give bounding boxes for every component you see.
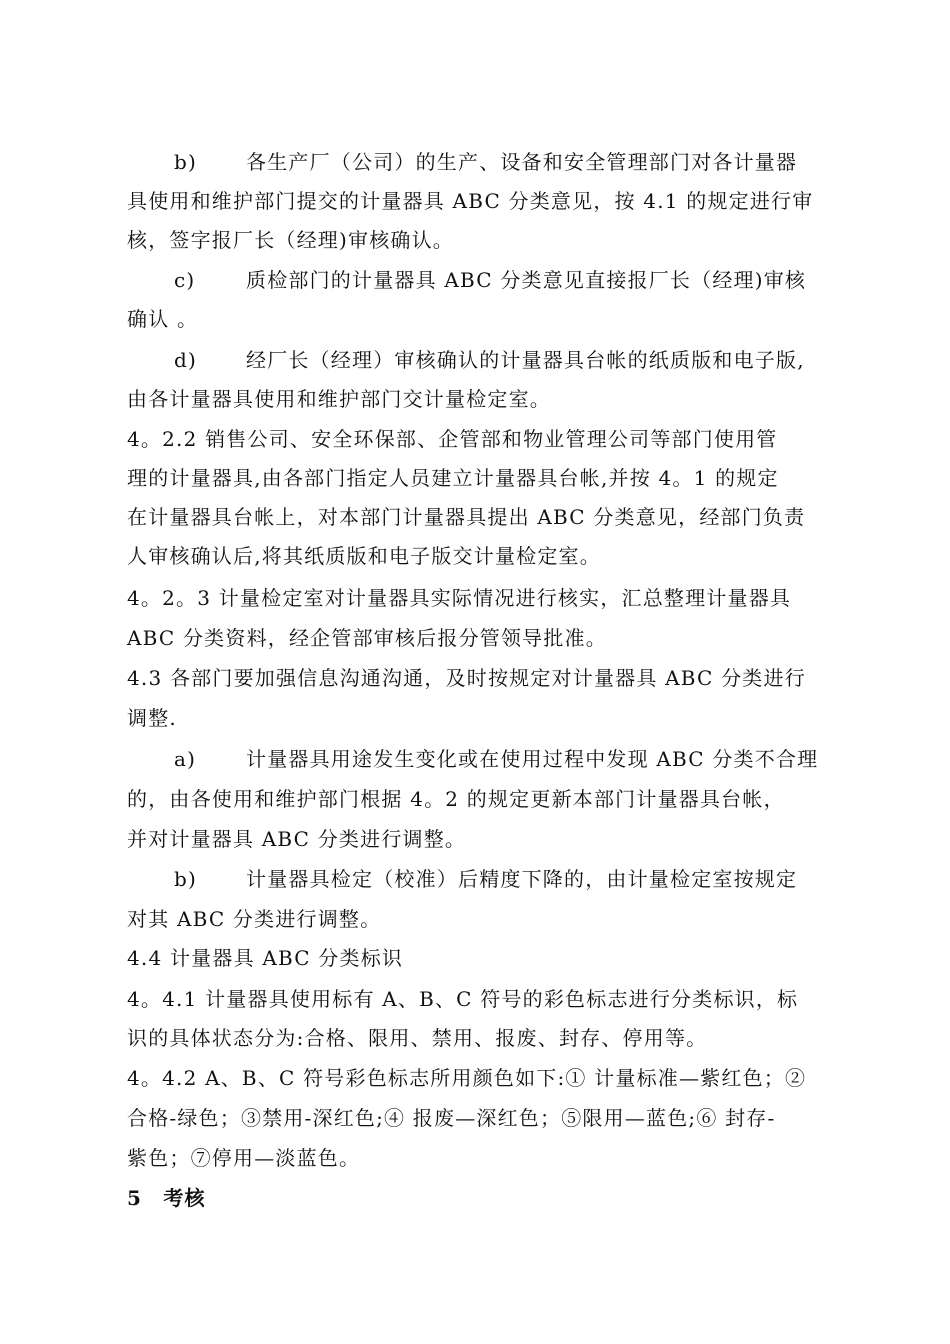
list-item-d-line-2: 由各计量器具使用和维护部门交计量检定室。 (127, 387, 551, 411)
clause-4-4-1-line-1: 4。4.1 计量器具使用标有 A、B、C 符号的彩色标志进行分类标识，标 (127, 987, 799, 1011)
clause-4-4-heading: 4.4 计量器具 ABC 分类标识 (127, 946, 404, 970)
list-label-b: b) (174, 150, 198, 174)
list-item-c-line-1: c) 质检部门的计量器具 ABC 分类意见直接报厂长（经理)审核 (174, 268, 807, 292)
list-item-a-line-1: a) 计量器具用途发生变化或在使用过程中发现 ABC 分类不合理 (174, 747, 819, 771)
list-item-b-line-3: 核，签字报厂长（经理)审核确认。 (127, 228, 455, 252)
list-item-d-line-1: d) 经厂长（经理）审核确认的计量器具台帐的纸质版和电子版, (174, 348, 805, 372)
list-label-c: c) (174, 268, 196, 292)
clause-4-2-2-line-4: 人审核确认后,将其纸质版和电子版交计量检定室。 (127, 544, 601, 568)
list-label-a: a) (174, 747, 197, 771)
list-label-b2: b) (174, 867, 198, 891)
clause-4-2-3-line-2: ABC 分类资料，经企管部审核后报分管领导批准。 (127, 626, 607, 650)
list-item-b2-line-1: b) 计量器具检定（校准）后精度下降的，由计量检定室按规定 (174, 867, 798, 891)
clause-4-3-line-1: 4.3 各部门要加强信息沟通沟通，及时按规定对计量器具 ABC 分类进行 (127, 666, 806, 690)
list-item-c-line-2: 确认 。 (127, 307, 199, 331)
list-item-a-line-2: 的，由各使用和维护部门根据 4。2 的规定更新本部门计量器具台帐， (127, 787, 785, 811)
clause-4-2-2-line-2: 理的计量器具,由各部门指定人员建立计量器具台帐,并按 4。1 的规定 (127, 466, 779, 490)
section-heading: 5 考核 (127, 1186, 206, 1210)
list-item-b-line-2: 具使用和维护部门提交的计量器具 ABC 分类意见，按 4.1 的规定进行审 (127, 189, 814, 213)
clause-4-2-3-line-1: 4。2。3 计量检定室对计量器具实际情况进行核实，汇总整理计量器具 (127, 586, 792, 610)
list-label-d: d) (174, 348, 198, 372)
list-item-b-line-1: b) 各生产厂（公司）的生产、设备和安全管理部门对各计量器 (174, 150, 798, 174)
clause-4-4-2-line-2: 合格-绿色；③禁用-深红色;④ 报废—深红色；⑤限用—蓝色;⑥ 封存- (127, 1106, 776, 1130)
clause-4-3-line-2: 调整. (127, 706, 177, 730)
clause-4-4-2-line-1: 4。4.2 A、B、C 符号彩色标志所用颜色如下:① 计量标准—紫红色；② (127, 1066, 807, 1090)
list-item-a-line-3: 并对计量器具 ABC 分类进行调整。 (127, 827, 467, 851)
clause-4-4-2-line-3: 紫色；⑦停用—淡蓝色。 (127, 1146, 361, 1170)
clause-4-2-2-line-3: 在计量器具台帐上，对本部门计量器具提出 ABC 分类意见，经部门负责 (127, 505, 806, 529)
clause-4-2-2-line-1: 4。2.2 销售公司、安全环保部、企管部和物业管理公司等部门使用管 (127, 427, 778, 451)
list-item-b2-line-2: 对其 ABC 分类进行调整。 (127, 907, 382, 931)
clause-4-4-1-line-2: 识的具体状态分为:合格、限用、禁用、报废、封存、停用等。 (127, 1026, 708, 1050)
